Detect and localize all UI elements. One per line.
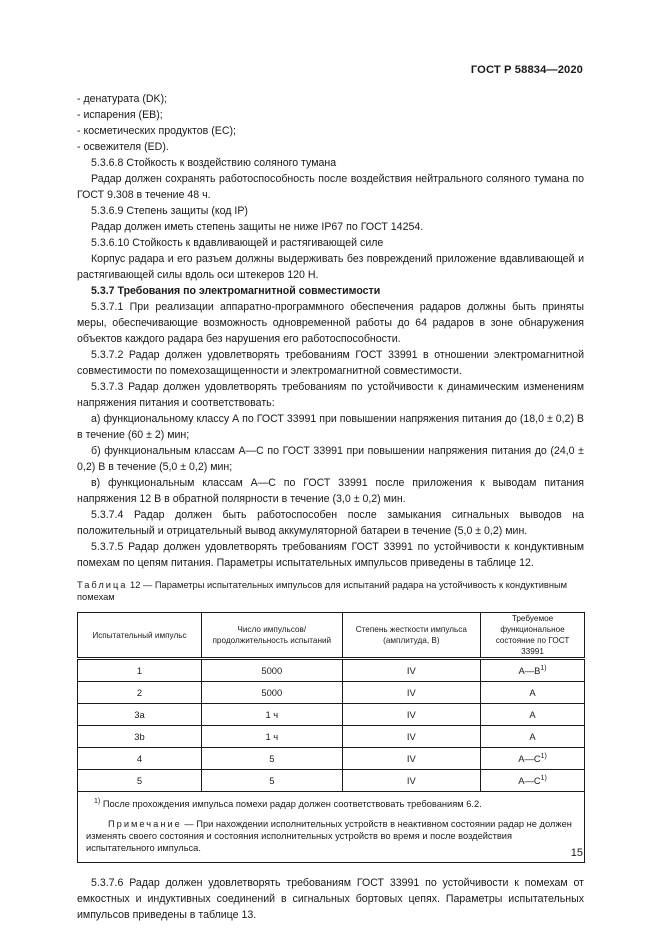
cell-level: IV — [342, 682, 480, 704]
cell-state — [481, 726, 585, 748]
section-5373: 5.3.7.3 Радар должен удовлетворять требованиям по устойчивости к динамическим изменениям напряжения питания и соответствовать: — [77, 381, 584, 409]
pulse-parameters-table — [77, 612, 585, 863]
header-pulse: Испытательный импульс — [78, 613, 202, 659]
cell-state — [481, 704, 585, 726]
list-item: - освежителя (ED). — [77, 141, 169, 153]
footnote-text: После прохождения импульса помехи радар должен соответствовать требованиям 6.2. — [102, 799, 482, 810]
header-level: Степень жесткости импульса (амплитуда, В) — [342, 613, 480, 659]
cell-level: IV — [342, 726, 480, 748]
footnote-ref: 1) — [540, 664, 547, 672]
list-item: - денатурата (DK); — [77, 93, 168, 105]
cell-state — [481, 770, 585, 792]
section-5369-title: 5.3.6.9 Степень защиты (код IP) — [91, 205, 248, 217]
section-53610-text: Корпус радара и его разъем должны выдерживать без повреждений приложение вдавливающей и растягивающей силы вдоль оси штекеров 120 Н. — [77, 253, 584, 281]
table-footnote — [86, 798, 578, 810]
section-5373-c: в) функциональным классам А—С по ГОСТ 33991 после приложения к выводам питания напряжения 12 В в обратной полярности в течение (3,0 ± 0,2) мин. — [77, 477, 584, 505]
table-caption-text: 12 — Параметры испытательных импульсов для испытаний радара на устойчивость к кондуктивным помехам — [77, 580, 568, 602]
cell-pulse: 3а — [78, 704, 202, 726]
list-item: - испарения (ЕВ); — [77, 109, 163, 121]
table-notes-row — [78, 792, 585, 863]
cell-pulse: 4 — [78, 748, 202, 770]
section-5371: 5.3.7.1 При реализации аппаратно-программного обеспечения радаров должны быть приняты меры, обеспечивающие возможность одновременной работы до 64 радаров в зоне обнаружения объектов каждого радара без нарушения его работоспособности. — [77, 301, 584, 345]
note-text: — При нахождении исполнительных устройств в неактивном состоянии радар не должен изменять своего состояния и состояния исполнительных устройств во время и после воздействия испытательного импульса. — [86, 819, 572, 854]
cell-state — [481, 748, 585, 770]
header-state: Требуемое функциональное состояние по ГОСТ 33991 — [481, 613, 585, 659]
page-number: 15 — [570, 847, 583, 859]
cell-count: 5 — [201, 748, 342, 770]
table-caption — [77, 579, 584, 603]
section-5373-b: б) функциональным классам А—С по ГОСТ 33991 при повышении напряжения питания до (24,0 ± 0,2) В в течение (5,0 ± 0,2) мин; — [77, 445, 584, 473]
cell-pulse: 5 — [78, 770, 202, 792]
section-5375: 5.3.7.5 Радар должен удовлетворять требованиям ГОСТ 33991 по устойчивости к кондуктивным помехам по цепям питания. Параметры испытательных импульсов приведены в таблице 12. — [77, 541, 584, 569]
table-row — [78, 659, 585, 682]
table-row — [78, 682, 585, 704]
section-5376: 5.3.7.6 Радар должен удовлетворять требованиям ГОСТ 33991 по устойчивости к помехам от емкостных и индуктивных соединений в сигнальных бортовых цепях. Параметры испытательных импульсов приведены в таблице 13. — [77, 877, 584, 922]
state-value: А—С — [518, 752, 541, 764]
document-body — [77, 91, 584, 923]
state-value: А—С — [518, 774, 541, 786]
cell-state — [481, 659, 585, 682]
section-5373-a: а) функциональному классу А по ГОСТ 33991 при повышении напряжения питания до (18,0 ± 0,2) В в течение (60 ± 2) мин; — [77, 413, 584, 441]
table-header-row — [78, 613, 585, 659]
header-count: Число импульсов/ продолжительность испытаний — [201, 613, 342, 659]
cell-count: 5 — [201, 770, 342, 792]
table-caption-label: Таблица — [77, 580, 128, 590]
section-5368-text: Радар должен сохранять работоспособность после воздействия нейтрального соляного тумана по ГОСТ 9.308 в течение 48 ч. — [77, 173, 584, 201]
footnote-ref: 1) — [540, 752, 547, 760]
cell-level: IV — [342, 770, 480, 792]
state-value: А — [529, 708, 536, 720]
state-value: А — [529, 686, 536, 698]
footnote-ref: 1) — [540, 774, 547, 782]
section-5368-title: 5.3.6.8 Стойкость к воздействию соляного тумана — [91, 157, 337, 169]
section-53610-title: 5.3.6.10 Стойкость к вдавливающей и растягивающей силе — [91, 237, 384, 249]
list-item: - косметических продуктов (ЕС); — [77, 125, 236, 137]
section-5374: 5.3.7.4 Радар должен быть работоспособен после замыкания сигнальных выводов на положительный и отрицательный вывод аккумуляторной батареи в течение (5,0 ± 0,2) мин. — [77, 509, 584, 537]
cell-level: IV — [342, 659, 480, 682]
section-5372: 5.3.7.2 Радар должен удовлетворять требованиям ГОСТ 33991 в отношении электромагнитной совместимости по помехозащищенности и электромагнитной совместимости. — [77, 349, 584, 377]
cell-state — [481, 682, 585, 704]
table-row — [78, 726, 585, 748]
table-note — [86, 818, 578, 854]
cell-level: IV — [342, 748, 480, 770]
table-row — [78, 748, 585, 770]
table-row — [78, 704, 585, 726]
cell-count: 1 ч — [201, 704, 342, 726]
table-row — [78, 770, 585, 792]
cell-level: IV — [342, 704, 480, 726]
cell-pulse: 3b — [78, 726, 202, 748]
table-notes-cell — [78, 792, 585, 863]
cell-count: 1 ч — [201, 726, 342, 748]
cell-pulse: 2 — [78, 682, 202, 704]
cell-count: 5000 — [201, 682, 342, 704]
standard-header: ГОСТ Р 58834—2020 — [470, 64, 583, 76]
section-537-heading: 5.3.7 Требования по электромагнитной совместимости — [91, 285, 381, 297]
state-value: А — [529, 730, 536, 742]
substance-list — [77, 91, 584, 155]
footnote-mark: 1) — [94, 798, 101, 806]
section-5369-text: Радар должен иметь степень защиты не ниже IP67 по ГОСТ 14254. — [91, 221, 424, 233]
cell-count: 5000 — [201, 659, 342, 682]
cell-pulse: 1 — [78, 659, 202, 682]
state-value: А—В — [518, 664, 541, 676]
note-label: Примечание — [108, 819, 182, 830]
